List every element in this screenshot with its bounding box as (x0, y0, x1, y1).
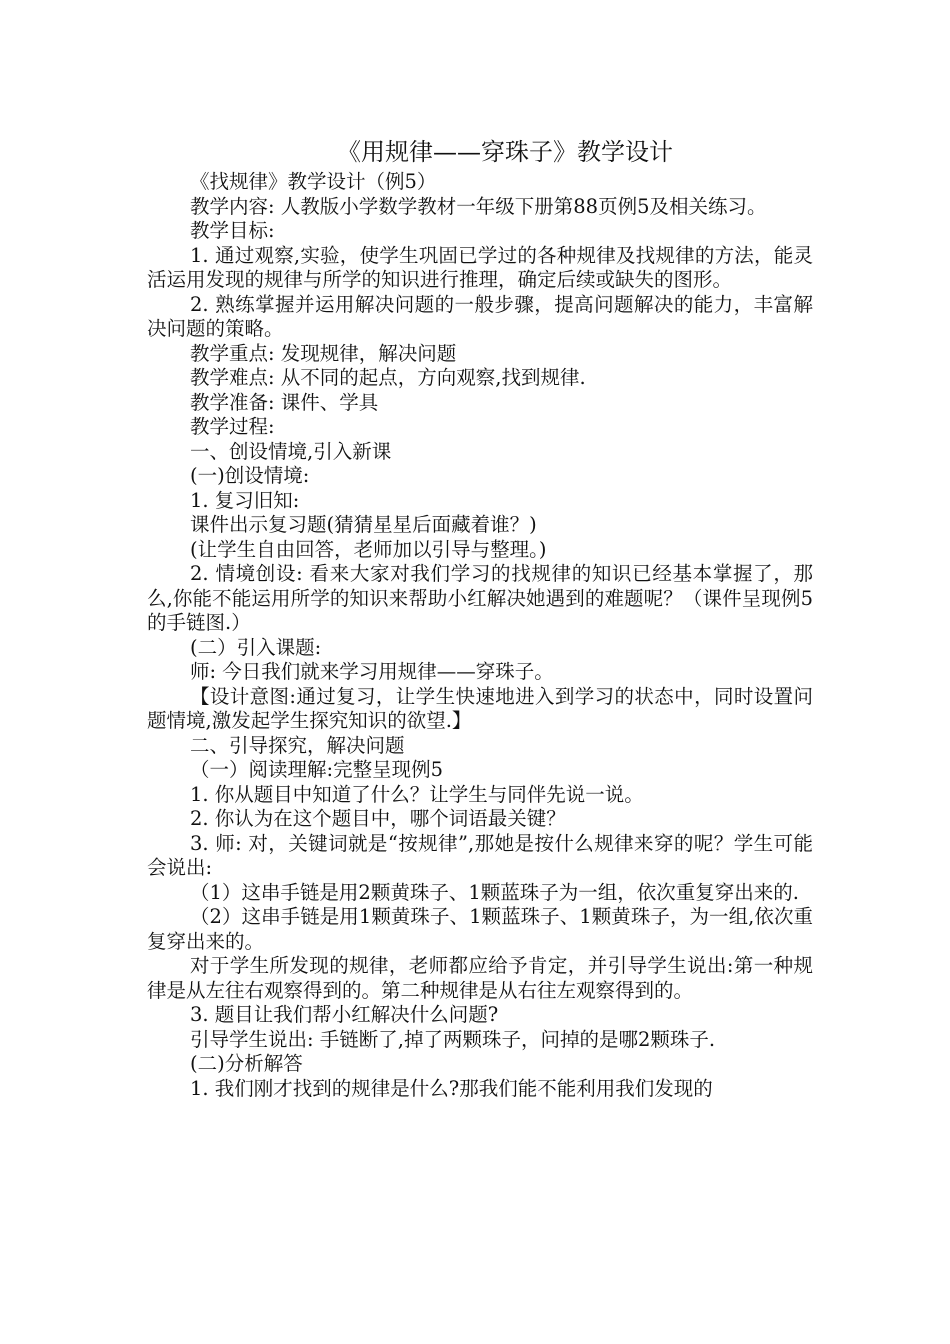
question-3: 3. 师: 对，关键词就是“按规律”,那她是按什么规律来穿的呢？学生可能会说出: (147, 831, 813, 879)
subsection-heading: （一）阅读理解:完整呈现例5 (190, 758, 443, 781)
objective-1: 1. 通过观察,实验，使学生巩固已学过的各种规律及找规律的方法，能灵活运用发现的规律与所学的知识进行推理，确定后续或缺失的图形。 (147, 243, 813, 291)
question-1: 1. 你从题目中知道了什么？让学生与同伴先说一说。 (190, 782, 644, 806)
guidance: 引导学生说出: 手链断了,掉了两颗珠子，问掉的是哪2颗珠子. (190, 1027, 716, 1051)
key-point: 教学重点: 发现规律，解决问题 (190, 341, 457, 365)
answer-1: （1）这串手链是用2颗黄珠子、1颗蓝珠子为一组，依次重复穿出来的. (190, 880, 799, 904)
analysis-item: 1. 我们刚才找到的规律是什么?那我们能不能利用我们发现的 (190, 1076, 713, 1100)
review-note: (让学生自由回答，老师加以引导与整理。) (190, 537, 547, 561)
teacher-note: 对于学生所发现的规律，老师都应给予肯定，并引导学生说出:第一种规律是从左往右观察得到的。第二种规律是从右往左观察得到的。 (147, 954, 813, 1002)
subsection-heading: (二)分析解答 (190, 1052, 303, 1075)
situation-item: 2. 情境创设: 看来大家对我们学习的找规律的知识已经基本掌握了，那么,你能不能运用所学的知识来帮助小红解决她遇到的难题呢？（课件呈现例5的手链图.） (147, 562, 813, 634)
teacher-line: 师: 今日我们就来学习用规律——穿珠子。 (190, 660, 554, 683)
section-2-heading: 二、引导探究，解决问题 (190, 733, 405, 757)
document-title: 《用规律——穿珠子》教学设计 (337, 138, 673, 166)
objectives-heading: 教学目标: (190, 219, 275, 242)
objective-2: 2. 熟练掌握并运用解决问题的一般步骤，提高问题解决的能力，丰富解决问题的策略。 (147, 292, 813, 340)
review-exercise: 课件出示复习题(猜猜星星后面藏着谁？) (190, 513, 537, 536)
process-heading: 教学过程: (190, 415, 275, 438)
question-4: 3. 题目让我们帮小红解决什么问题? (190, 1003, 499, 1026)
difficulty: 教学难点: 从不同的起点，方向观察,找到规律. (190, 366, 586, 389)
subsection-heading: (二）引入课题: (190, 635, 322, 659)
answer-2: （2）这串手链是用1颗黄珠子、1颗蓝珠子、1颗黄珠子，为一组,依次重复穿出来的。 (147, 905, 813, 953)
design-intent: 【设计意图:通过复习，让学生快速地进入到学习的状态中，同时设置问题情境,激发起学生探究知识的欲望.】 (147, 684, 813, 732)
preparation: 教学准备: 课件、学具 (190, 390, 379, 414)
document-page (147, 136, 813, 1101)
section-1-heading: 一、创设情境,引入新课 (190, 439, 392, 463)
content-paragraph: 教学内容: 人教版小学数学教材一年级下册第88页例5及相关练习。 (190, 194, 767, 218)
review-item: 1. 复习旧知: (190, 488, 300, 512)
question-2: 2. 你认为在这个题目中，哪个词语最关键？ (190, 807, 566, 830)
subsection-heading: (一)创设情境: (190, 464, 310, 487)
subtitle-paragraph: 《找规律》教学设计（例5） (190, 170, 437, 193)
